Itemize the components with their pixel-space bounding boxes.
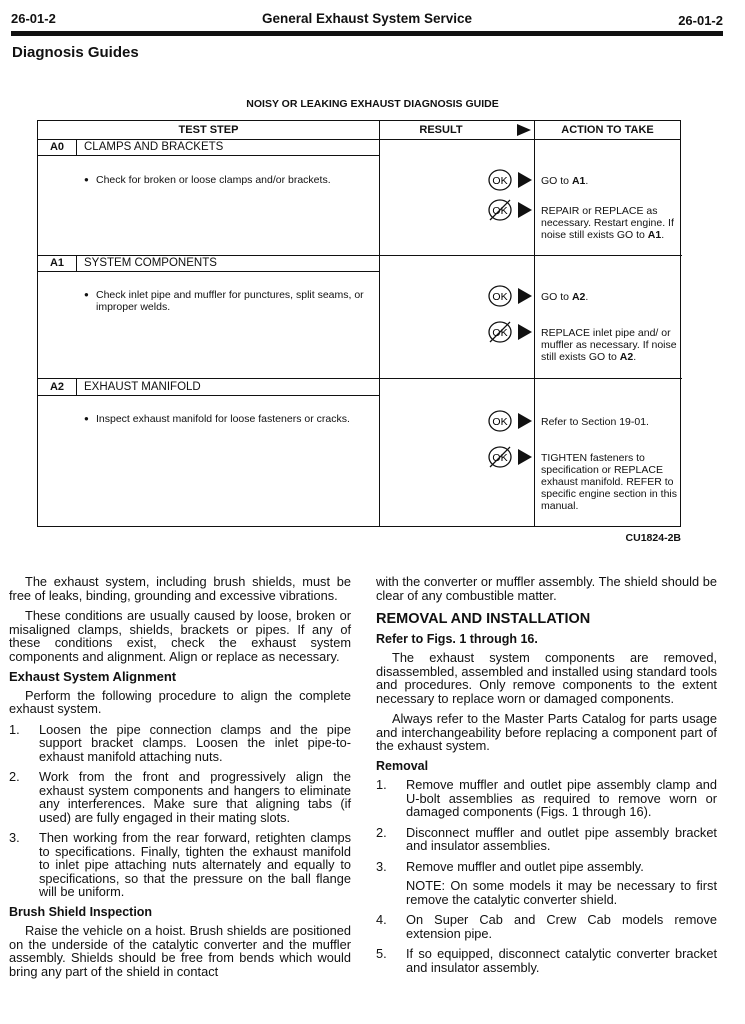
figure-code: CU1824-2B — [625, 532, 681, 544]
not-ok-action: REPLACE inlet pipe and/ or muffler as necessary. If noise still exists GO to A2. — [541, 327, 677, 363]
col-header-result-label: RESULT — [419, 124, 463, 136]
right-column — [376, 575, 717, 981]
divider — [38, 155, 379, 156]
divider — [38, 271, 379, 272]
step-name: SYSTEM COMPONENTS — [84, 257, 217, 269]
paragraph: The exhaust system components are removed, disassembled, assembled and installed using standard tools and procedures. Only remove components to the extent necessary to replace worn or damaged components. — [376, 650, 717, 706]
step-name: EXHAUST MANIFOLD — [84, 381, 201, 393]
result-ok — [487, 285, 535, 307]
result-ok — [487, 410, 535, 432]
ok-label: OK — [492, 452, 508, 464]
col-header-test-step: TEST STEP — [38, 121, 379, 140]
paragraph: These conditions are usually caused by loose, broken or misaligned clamps, shields, brackets or pipes. If any of these conditions exist, check the exhaust system components and alignment. Align or replace as necessary. — [9, 608, 351, 664]
left-column — [9, 575, 351, 985]
not-ok-action: TIGHTEN fasteners to specification or REPLACE exhaust manifold. REFER to specific engine section in this manual. — [541, 452, 677, 512]
list-item: 1. Loosen the pipe connection clamps and the pipe support bracket clamps. Loosen the inlet pipe-to-exhaust manifold attaching nuts. — [9, 721, 351, 764]
not-ok-icon — [487, 321, 535, 343]
divider — [76, 255, 77, 272]
step-name: CLAMPS AND BRACKETS — [84, 141, 224, 153]
result-arrow-icon — [517, 124, 531, 136]
page-header — [11, 11, 723, 33]
heading-brush-shield: Brush Shield Inspection — [9, 904, 153, 919]
ok-label: OK — [492, 291, 508, 303]
alignment-steps — [9, 723, 351, 899]
step-check: ● Check for broken or loose clamps and/or brackets. — [84, 174, 374, 186]
ok-label: OK — [492, 175, 508, 187]
step-check: ● Inspect exhaust manifold for loose fasteners or cracks. — [84, 413, 374, 425]
step-code: A0 — [49, 141, 65, 153]
col-header-result — [379, 121, 534, 140]
divider — [76, 378, 77, 396]
note: NOTE: On some models it may be necessary to first remove the catalytic converter shield. — [406, 878, 717, 907]
paragraph: Always refer to the Master Parts Catalog for parts usage and interchangeability before replacing a component part of the exhaust system. — [376, 711, 717, 753]
paragraph: The exhaust system, including brush shields, must be free of leaks, binding, grounding and excessive vibrations. — [9, 574, 351, 603]
page-header-title: General Exhaust System Service — [261, 11, 473, 26]
list-item: 3. Then working from the rear forward, retighten clamps to specifications. Finally, tighten the exhaust manifold to inlet pipe attaching nuts alternately and equally to specifications, so that the pressure on the ball flange will be uniform. — [9, 830, 351, 899]
list-item: 4. On Super Cab and Crew Cab models remove extension pipe. — [376, 912, 717, 941]
ok-icon — [487, 285, 535, 307]
step-code: A1 — [49, 257, 65, 269]
ok-label: OK — [492, 416, 508, 428]
result-not-ok — [487, 446, 535, 468]
page-number-left: 26-01-2 — [11, 11, 56, 26]
not-ok-icon — [487, 199, 535, 221]
result-not-ok — [487, 321, 535, 343]
col-header-action: ACTION TO TAKE — [534, 121, 680, 140]
ok-action: Refer to Section 19-01. — [541, 416, 649, 428]
removal-steps — [376, 778, 717, 974]
ok-icon — [487, 169, 535, 191]
guide-title: NOISY OR LEAKING EXHAUST DIAGNOSIS GUIDE — [246, 98, 499, 110]
not-ok-action: REPAIR or REPLACE as necessary. Restart engine. If noise still exists GO to A1. — [541, 205, 674, 241]
diagnosis-table — [37, 120, 681, 527]
section-title: Diagnosis Guides — [12, 44, 139, 61]
paragraph: Raise the vehicle on a hoist. Brush shields are positioned on the underside of the catalytic converter and the muffler assembly. Shields should be free from bends which would bring any part of the shield in contact — [9, 923, 351, 979]
list-item: 3. Remove muffler and outlet pipe assembly. NOTE: On some models it may be necessary to first remove the catalytic converter shield. — [376, 858, 717, 907]
divider — [38, 395, 379, 396]
ok-action: GO to A2. — [541, 291, 589, 303]
heading-removal-installation: REMOVAL AND INSTALLATION — [376, 611, 591, 627]
not-ok-icon — [487, 446, 535, 468]
list-item: 1. Remove muffler and outlet pipe assembly clamp and U-bolt assemblies as required to remove worn or damaged components (Figs. 1 through 16). — [376, 777, 717, 819]
step-code: A2 — [49, 381, 65, 393]
divider — [76, 140, 77, 156]
header-rule — [11, 31, 723, 36]
result-ok — [487, 169, 535, 191]
ok-icon — [487, 410, 535, 432]
ok-label: OK — [492, 205, 508, 217]
page-number-right: 26-01-2 — [678, 13, 723, 28]
list-item: 2. Disconnect muffler and outlet pipe assembly bracket and insulator assemblies. — [376, 824, 717, 853]
list-item: 2. Work from the front and progressively align the exhaust system components and hangers to eliminate any interferences. Make sure that aligning tabs (if used) are fully engaged in their mating slots. — [9, 769, 351, 825]
paragraph: with the converter or muffler assembly. The shield should be clear of any combustible matter. — [376, 574, 717, 603]
ok-action: GO to A1. — [541, 175, 589, 187]
paragraph: Perform the following procedure to align the complete exhaust system. — [9, 687, 351, 716]
divider — [379, 140, 380, 526]
step-check: ● Check inlet pipe and muffler for punctures, split seams, or improper welds. — [84, 289, 374, 313]
heading-removal: Removal — [376, 758, 429, 773]
divider — [38, 378, 682, 379]
list-item: 5. If so equipped, disconnect catalytic converter bracket and insulator assembly. — [376, 946, 717, 975]
heading-exhaust-alignment: Exhaust System Alignment — [9, 669, 177, 684]
result-not-ok — [487, 199, 535, 221]
ok-label: OK — [492, 327, 508, 339]
heading-refer-figs: Refer to Figs. 1 through 16. — [376, 631, 538, 646]
